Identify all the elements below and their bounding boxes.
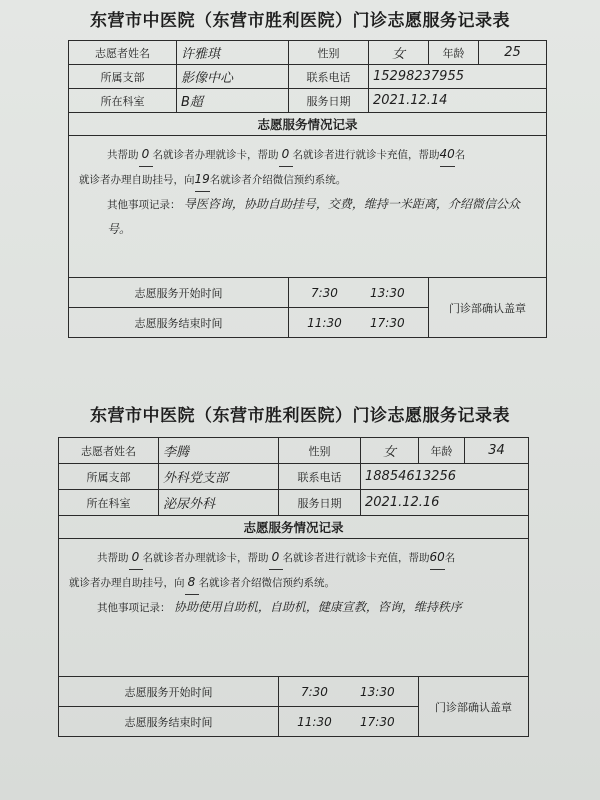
clinic-confirm-seal: 门诊部确认盖章: [419, 677, 529, 737]
end-time-label: 志愿服务结束时间: [59, 707, 279, 737]
wechat-intro-count: 19: [195, 167, 210, 192]
record-table: [58, 437, 529, 737]
gender-value: 女: [361, 438, 419, 464]
form-record-1: [0, 0, 600, 380]
date-value: 2021.12.14: [369, 89, 547, 113]
other-items-label: 其他事项记录：: [107, 199, 181, 211]
clinic-confirm-seal: 门诊部确认盖章: [429, 278, 547, 338]
name-label: 志愿者姓名: [69, 41, 177, 65]
end-time-label: 志愿服务结束时间: [69, 308, 289, 338]
section-heading: 志愿服务情况记录: [59, 516, 529, 539]
summary-line-2: 就诊者办理自助挂号，向 8 名就诊者介绍微信预约系统。: [69, 570, 518, 595]
wechat-intro-count: 8: [185, 570, 199, 595]
department-value: 泌尿外科: [159, 490, 279, 516]
card-help-count: 0: [129, 545, 143, 570]
gender-label: 性别: [279, 438, 361, 464]
form-title: 东营市中医院（东营市胜利医院）门诊志愿服务记录表: [90, 406, 510, 426]
department-label: 所在科室: [69, 89, 177, 113]
form-title: 东营市中医院（东营市胜利医院）门诊志愿服务记录表: [90, 11, 510, 31]
start-time-label: 志愿服务开始时间: [59, 677, 279, 707]
department-label: 所在科室: [59, 490, 159, 516]
other-items: [69, 595, 518, 620]
summary-line-2: 就诊者办理自助挂号，向19名就诊者介绍微信预约系统。: [79, 167, 536, 192]
start-time-values: 7:30 13:30: [279, 677, 419, 707]
card-help-count: 0: [139, 142, 153, 167]
registration-help-count: 60: [430, 545, 445, 570]
name-value: 李腾: [159, 438, 279, 464]
age-value: 25: [479, 41, 547, 65]
date-value: 2021.12.16: [361, 490, 529, 516]
service-record-body: [69, 136, 547, 278]
branch-label: 所属支部: [59, 464, 159, 490]
service-record-body: [59, 539, 529, 677]
other-items: [79, 192, 536, 242]
age-label: 年龄: [429, 41, 479, 65]
date-label: 服务日期: [279, 490, 361, 516]
summary-line-1: 共帮助 0 名就诊者办理就诊卡，帮助 0 名就诊者进行就诊卡充值，帮助60名: [69, 545, 518, 570]
name-label: 志愿者姓名: [59, 438, 159, 464]
start-time-values: 7:30 13:30: [289, 278, 429, 308]
registration-help-count: 40: [440, 142, 455, 167]
record-table: [68, 40, 547, 338]
form-record-2: [0, 395, 600, 800]
phone-label: 联系电话: [289, 65, 369, 89]
section-heading: 志愿服务情况记录: [69, 113, 547, 136]
summary-line-1: 共帮助 0 名就诊者办理就诊卡，帮助 0 名就诊者进行就诊卡充值，帮助40名: [79, 142, 536, 167]
phone-value: 18854613256: [361, 464, 529, 490]
other-items-label: 其他事项记录：: [97, 602, 171, 614]
branch-value: 影像中心: [177, 65, 289, 89]
gender-label: 性别: [289, 41, 369, 65]
recharge-help-count: 0: [279, 142, 293, 167]
phone-value: 15298237955: [369, 65, 547, 89]
name-value: 许雅琪: [177, 41, 289, 65]
gender-value: 女: [369, 41, 429, 65]
branch-label: 所属支部: [69, 65, 177, 89]
other-items-note: 协助使用自助机，自助机，健康宣教，咨询，维持秩序: [173, 600, 462, 614]
age-value: 34: [465, 438, 529, 464]
recharge-help-count: 0: [269, 545, 283, 570]
end-time-values: 11:30 17:30: [289, 308, 429, 338]
age-label: 年龄: [419, 438, 465, 464]
start-time-label: 志愿服务开始时间: [69, 278, 289, 308]
phone-label: 联系电话: [279, 464, 361, 490]
end-time-values: 11:30 17:30: [279, 707, 419, 737]
branch-value: 外科党支部: [159, 464, 279, 490]
other-items-note: 导医咨询，协助自助挂号，交费，维持一米距离，介绍微信公众号。: [107, 197, 520, 236]
date-label: 服务日期: [289, 89, 369, 113]
department-value: B超: [177, 89, 289, 113]
